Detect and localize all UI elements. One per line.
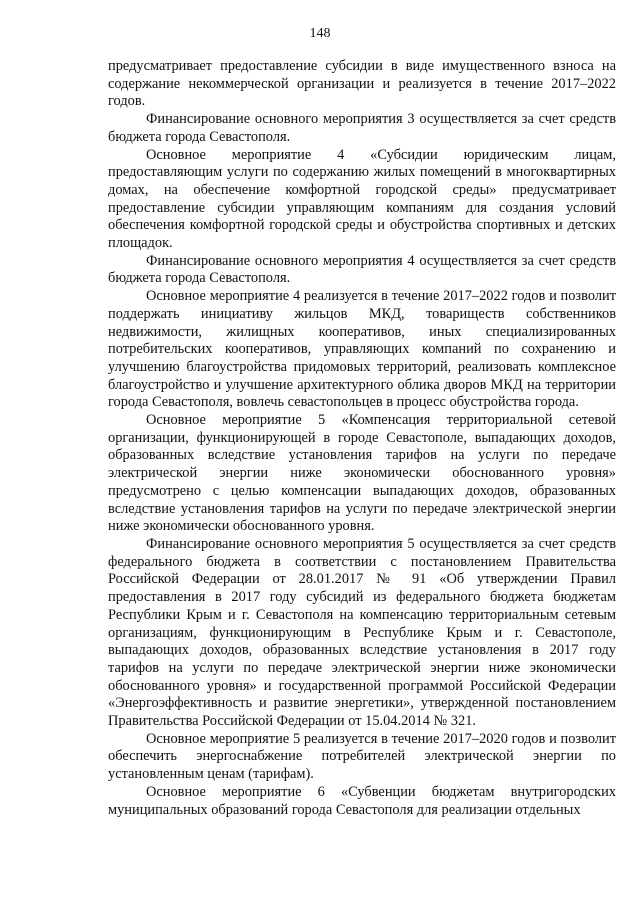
page-number: 148 bbox=[309, 26, 331, 41]
paragraph: Финансирование основного мероприятия 4 осуществляется за счет средств бюджета города Севастополя. bbox=[108, 252, 616, 287]
paragraph: Основное мероприятие 4 реализуется в течение 2017–2022 годов и позволит поддержать инициативу жильцов МКД, товариществ собственников недвижимости, жилищных кооперативов, иных специализированных потребительских кооперативов, управляющих компаний по сохранению и улучшению благоустройства придомовых территорий, реализовать комплексное благоустройство и улучшение архитектурного облика дворов МКД на территории города Севастополя, вовлечь севастопольцев в процесс обустройства города. bbox=[108, 288, 616, 411]
paragraph: Основное мероприятие 6 «Субвенции бюджетам внутригородских муниципальных образований города Севастополя для реализации отдельных bbox=[108, 783, 616, 818]
paragraph: Финансирование основного мероприятия 5 осуществляется за счет средств федерального бюджета в соответствии с постановлением Правительства Российской Федерации от 28.01.2017 № 91 «Об утверждении Правил предоставления в 2017 году субсидий из федерального бюджета бюджетам Республики Крым и г. Севастополя на компенсацию территориальным сетевым организациям, функционирующим в Республике Крым и г. Севастополе, выпадающих доходов, образованных вследствие установления в 2017 году тарифов на услуги по передаче электрической энергии ниже экономически обоснованного уровня» и государственной программой Российской Федерации «Энергоэффективность и развитие энергетики», утвержденной постановлением Правительства Российской Федерации от 15.04.2014 № 321. bbox=[108, 535, 616, 730]
paragraph: Основное мероприятие 4 «Субсидии юридическим лицам, предоставляющим услуги по содержанию жилых помещений в многоквартирных домах, на обеспечение комфортной городской среды» предусматривает предоставление субсидии управляющим компаниям для создания условий обеспечения комфортной городской среды и обустройства спортивных и детских площадок. bbox=[108, 146, 616, 252]
paragraph: предусматривает предоставление субсидии в виде имущественного взноса на содержание некоммерческой организации и реализуется в течение 2017–2022 годов. bbox=[108, 58, 616, 110]
paragraph: Основное мероприятие 5 «Компенсация территориальной сетевой организации, функционирующей в городе Севастополе, выпадающих доходов, образованных вследствие установления тарифов на услуги по передаче электрической энергии ниже экономически обоснованного уровня» предусмотрено с целью компенсации выпадающих доходов, образованных вследствие установления тарифов на услуги по передаче электрической энергии ниже экономически обоснованного уровня. bbox=[108, 412, 616, 535]
body-text bbox=[108, 58, 616, 819]
paragraph: Основное мероприятие 5 реализуется в течение 2017–2020 годов и позволит обеспечить энергоснабжение потребителей электрической энергии по установленным ценам (тарифам). bbox=[108, 730, 616, 783]
paragraph: Финансирование основного мероприятия 3 осуществляется за счет средств бюджета города Севастополя. bbox=[108, 111, 616, 145]
